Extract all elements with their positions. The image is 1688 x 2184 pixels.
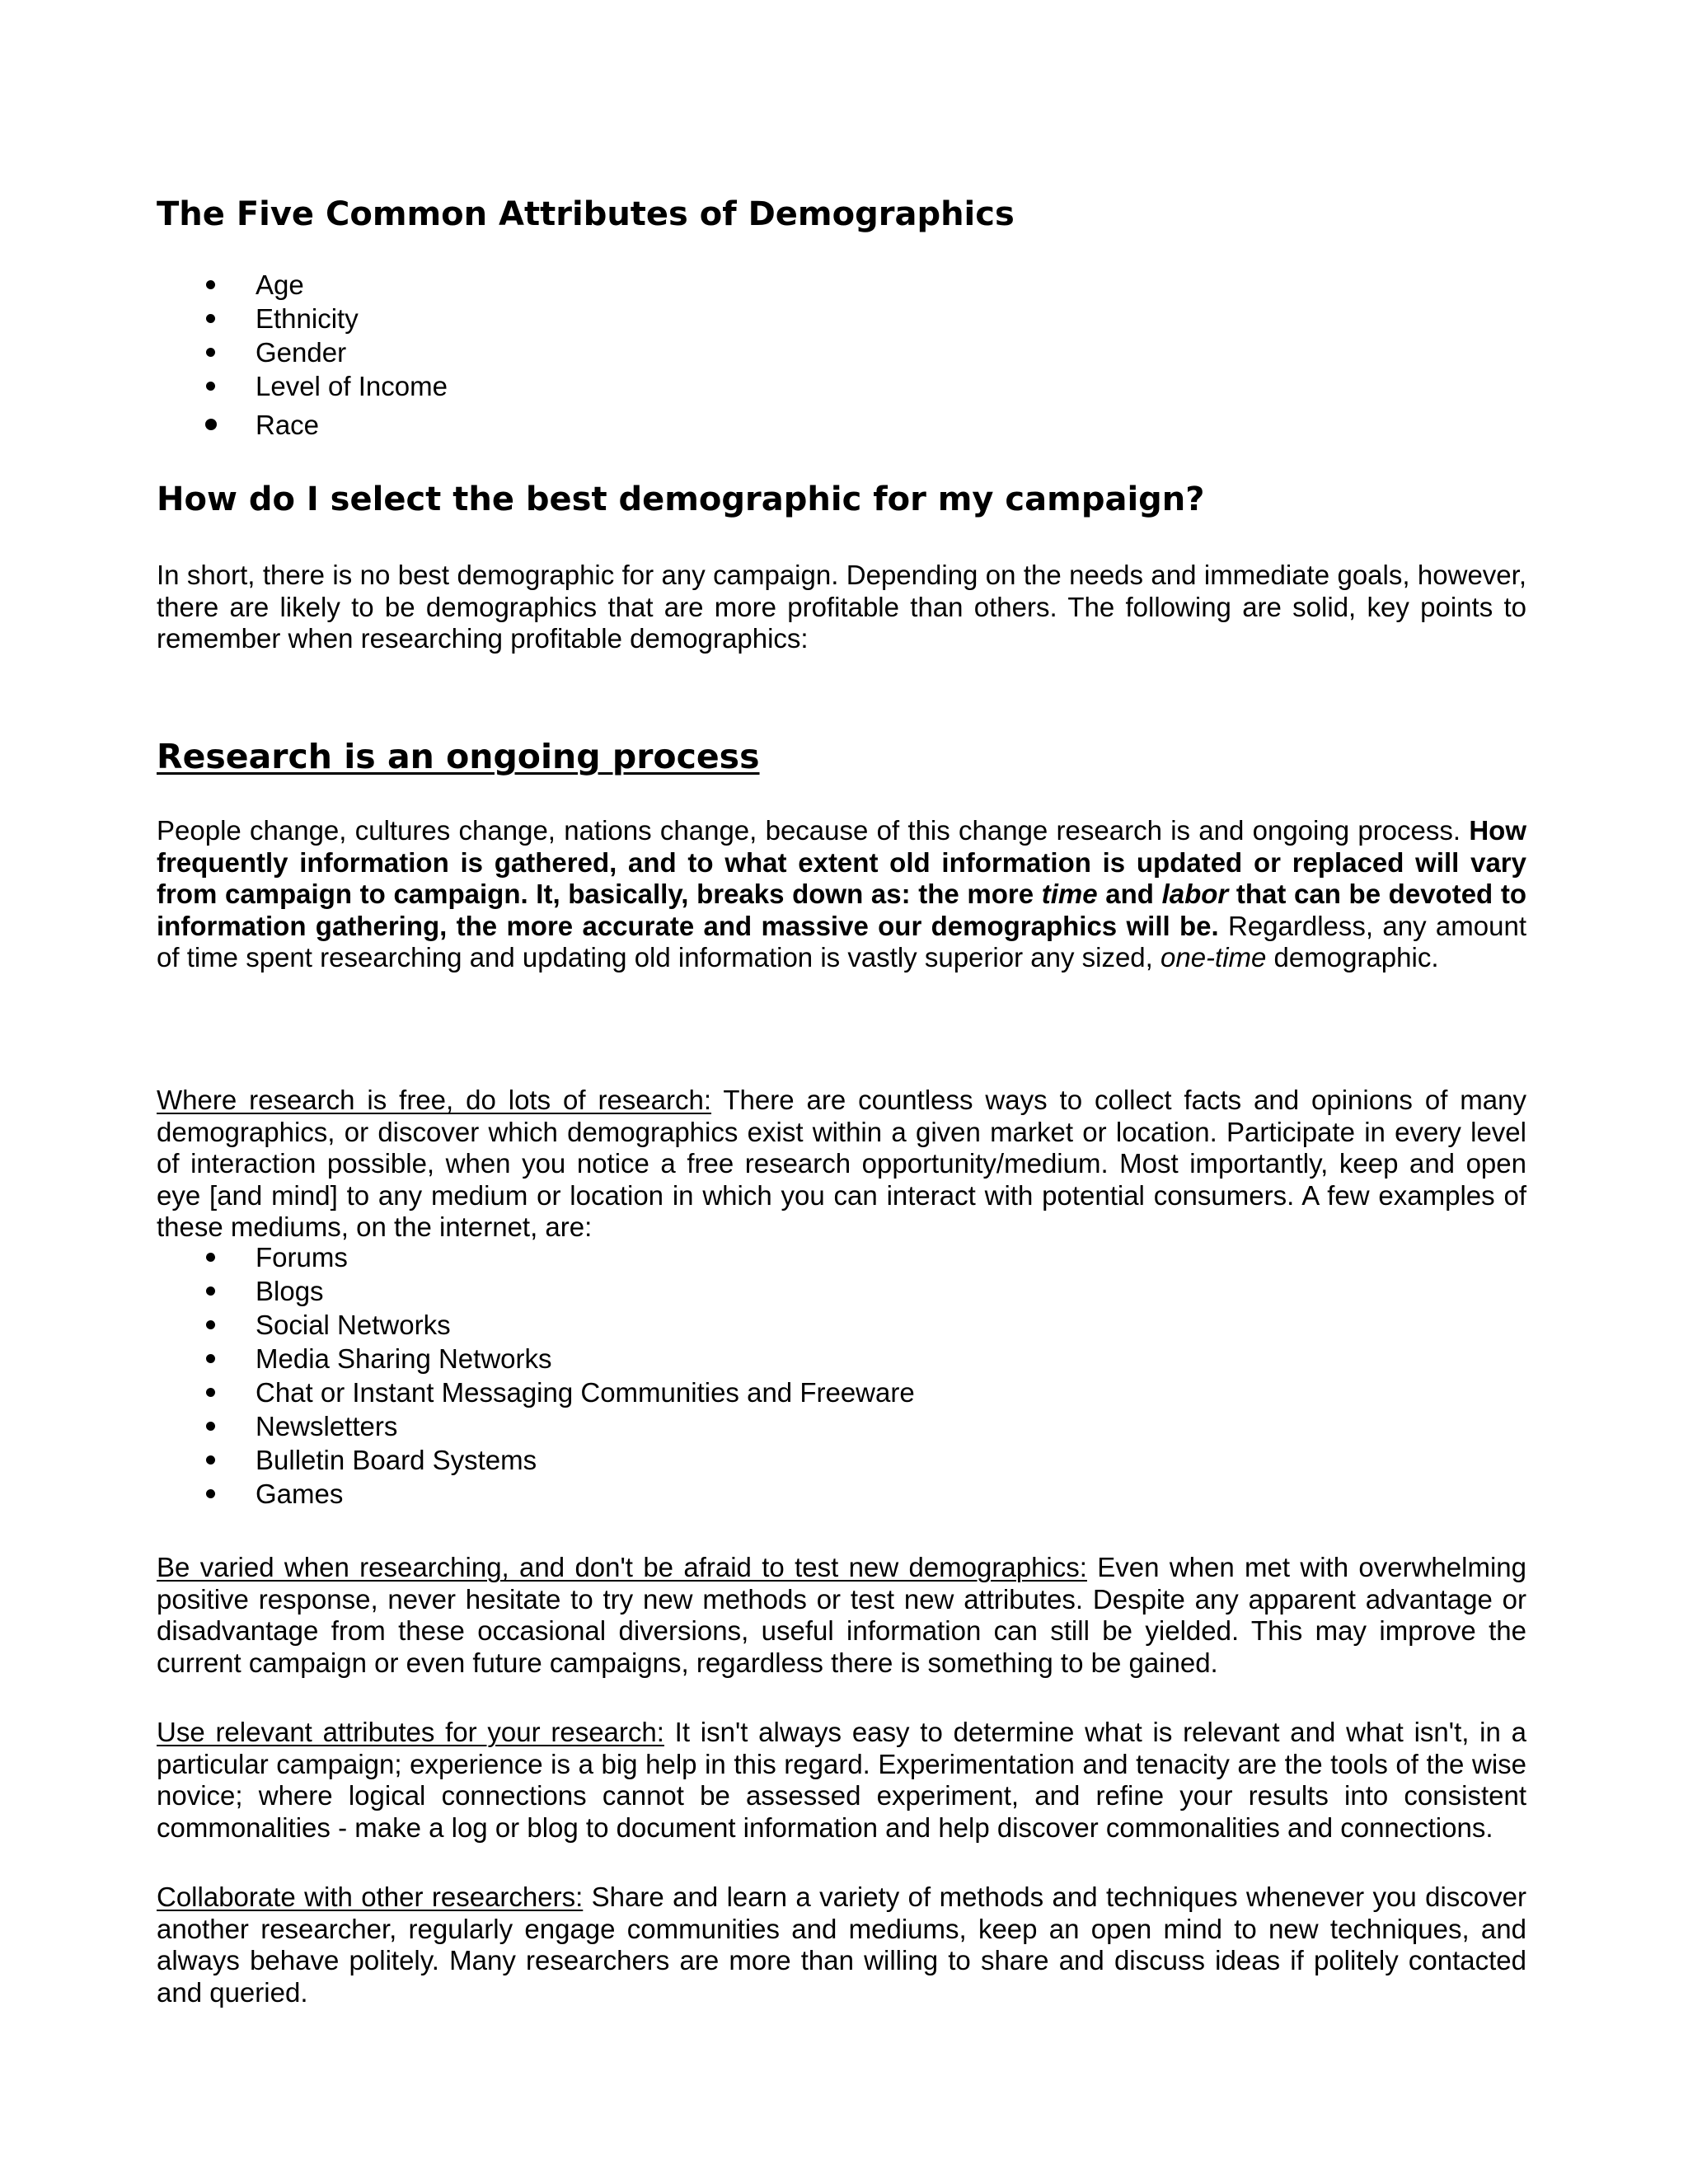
list-item: Ethnicity — [157, 302, 448, 335]
attributes-list — [157, 268, 448, 442]
bullet-icon — [206, 1286, 215, 1296]
free-research-paragraph: Where research is free, do lots of research: There are countless ways to collect facts and opinions of many demographics, or discover which demographics exist within a given market or location. Participate in every level of interaction possible, when you notice a free research opportunity/medium. Most importantly, keep and open eye [and mind] to any medium or location in which you can interact with potential consumers. A few examples of these mediums, on the internet, are: — [157, 1085, 1526, 1242]
list-item: Gender — [157, 335, 448, 369]
bullet-icon — [206, 1455, 215, 1465]
relevant-paragraph: Use relevant attributes for your research: It isn't always easy to determine what is relevant and what isn't, in a particular campaign; experience is a big help in this regard. Experimentation and tenacity are the tools of the wise novice; where logical connections cannot be assessed experiment, and refine your results into consistent commonalities - make a log or blog to document information and help discover commonalities and connections. — [157, 1717, 1526, 1843]
list-item: Blogs — [157, 1274, 915, 1308]
collaborate-paragraph: Collaborate with other researchers: Share and learn a variety of methods and techniques whenever you discover another researcher, regularly engage communities and mediums, keep an open mind to new techniques, and always behave politely. Many researchers are more than willing to share and discuss ideas if politely contacted and queried. — [157, 1882, 1526, 2008]
heading-research-ongoing: Research is an ongoing process — [157, 737, 760, 776]
bullet-icon — [206, 1253, 215, 1262]
list-item: Bulletin Board Systems — [157, 1443, 915, 1477]
bullet-icon — [206, 280, 215, 289]
list-item: Age — [157, 268, 448, 302]
bullet-icon — [206, 1489, 215, 1498]
bullet-icon — [206, 1320, 215, 1329]
bullet-icon — [206, 1388, 215, 1397]
mediums-list — [157, 1240, 915, 1511]
heading-select-demographic: How do I select the best demographic for my campaign? — [157, 480, 1205, 518]
list-item: Race — [157, 408, 448, 442]
bullet-icon — [206, 1354, 215, 1363]
list-item: Games — [157, 1477, 915, 1511]
list-item: Level of Income — [157, 369, 448, 403]
bullet-icon — [206, 1422, 215, 1431]
list-item: Media Sharing Networks — [157, 1342, 915, 1376]
free-research-lead: Where research is free, do lots of research: — [157, 1085, 712, 1115]
varied-lead: Be varied when researching, and don't be afraid to test new demographics: — [157, 1552, 1087, 1582]
list-item: Forums — [157, 1240, 915, 1274]
varied-paragraph: Be varied when researching, and don't be afraid to test new demographics: Even when met with overwhelming positive response, never hesitate to try new methods or test new attributes. Despite any apparent advantage or disadvantage from these occasional diversions, useful information can still be yielded. This may improve the current campaign or even future campaigns, regardless there is something to be gained. — [157, 1552, 1526, 1678]
bullet-icon — [205, 419, 217, 430]
heading-five-attributes: The Five Common Attributes of Demographics — [157, 195, 1015, 233]
bullet-icon — [206, 348, 215, 357]
list-item: Newsletters — [157, 1409, 915, 1443]
list-item: Chat or Instant Messaging Communities and Freeware — [157, 1376, 915, 1409]
ongoing-paragraph: People change, cultures change, nations change, because of this change research is and ongoing process. How frequently information is gathered, and to what extent old information is updated or replaced will vary from campaign to campaign. It, basically, breaks down as: the more time and labor that can be devoted to information gathering, the more accurate and massive our demographics will be. Regardless, any amount of time spent researching and updating old information is vastly superior any sized, one-time demographic. — [157, 815, 1526, 972]
list-item: Social Networks — [157, 1308, 915, 1342]
bullet-icon — [206, 382, 215, 391]
bullet-icon — [206, 314, 215, 323]
intro-paragraph: In short, there is no best demographic for any campaign. Depending on the needs and immediate goals, however, there are likely to be demographics that are more profitable than others. The following are solid, key points to remember when researching profitable demographics: — [157, 560, 1526, 654]
relevant-lead: Use relevant attributes for your research: — [157, 1717, 664, 1747]
collaborate-lead: Collaborate with other researchers: — [157, 1882, 584, 1912]
